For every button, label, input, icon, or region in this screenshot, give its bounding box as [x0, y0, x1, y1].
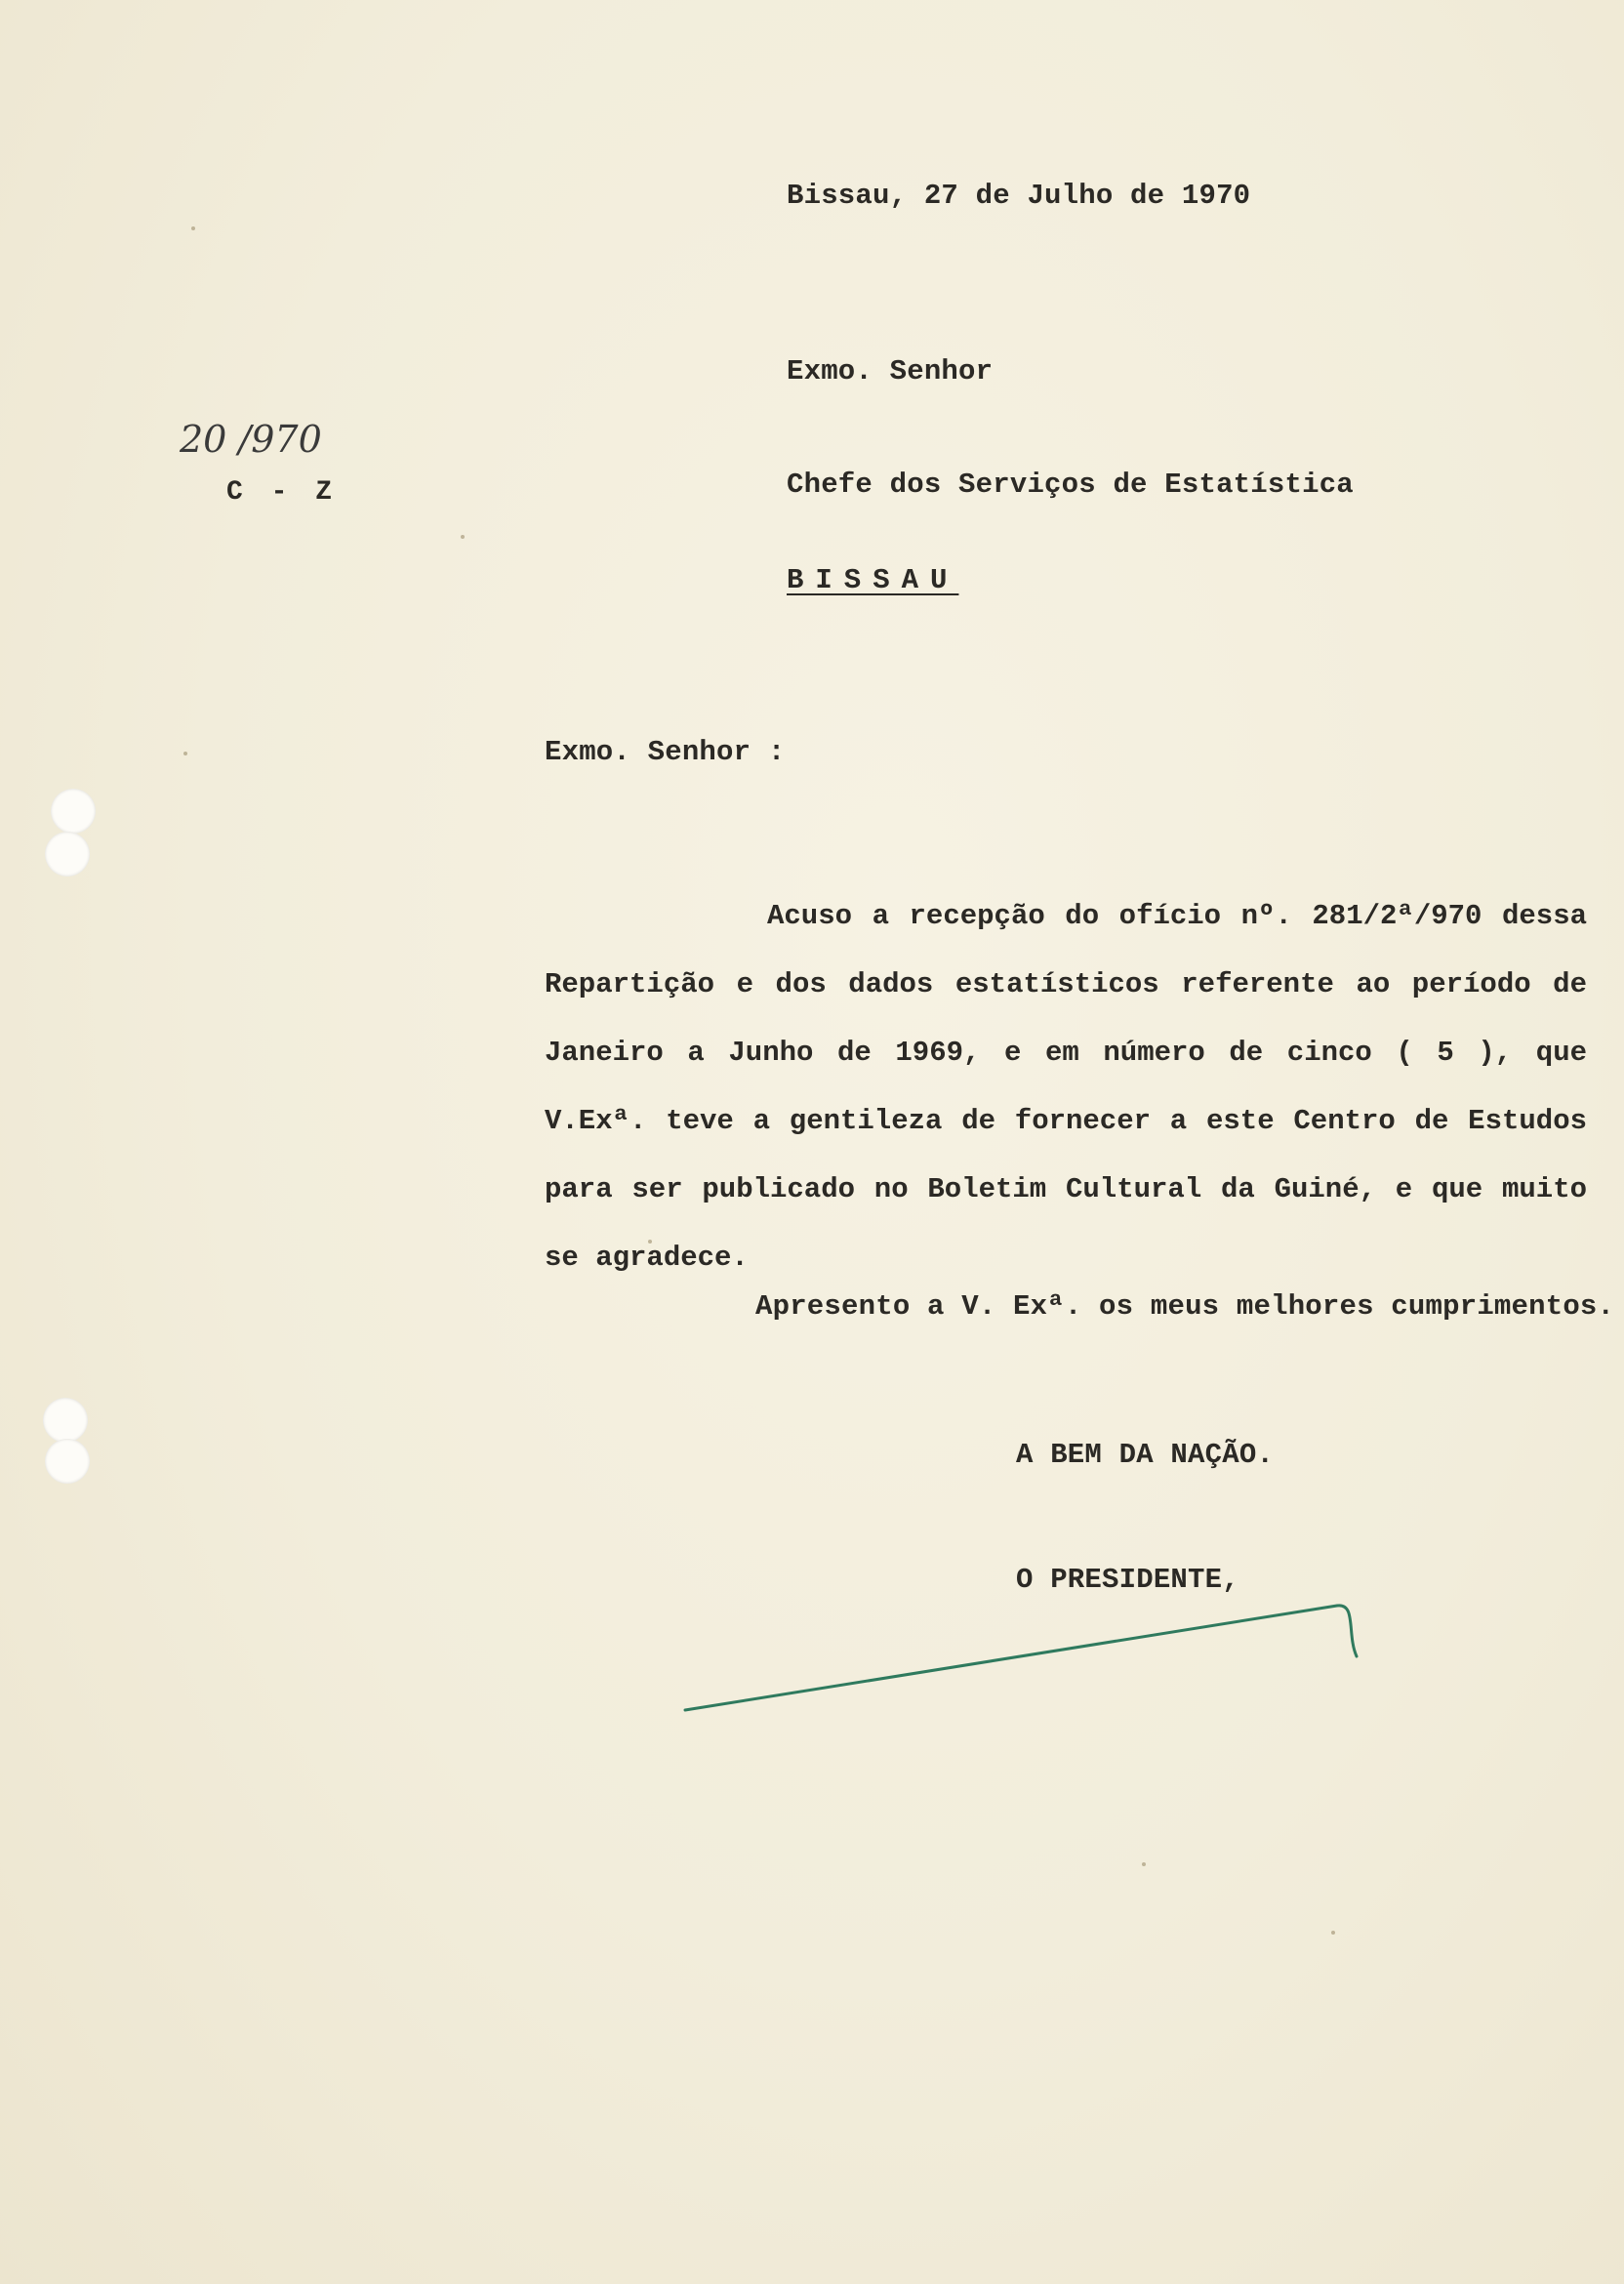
paper-speck [183, 752, 187, 755]
paper-speck [1331, 1931, 1335, 1935]
punch-hole [45, 1439, 90, 1484]
dateline: Bissau, 27 de Julho de 1970 [787, 180, 1251, 212]
paper-speck [461, 535, 465, 539]
paper-speck [191, 226, 195, 230]
closing-line: Apresento a V. Exª. os meus melhores cumprimentos. [755, 1290, 1615, 1323]
greeting: Exmo. Senhor : [545, 736, 786, 768]
reference-number-handwritten: 20 /970 [180, 418, 322, 461]
handwritten-signature [673, 1586, 1376, 1723]
recipient-salutation: Exmo. Senhor [787, 355, 994, 387]
punch-hole [43, 1398, 88, 1443]
body-paragraph: Acuso a recepção do ofício nº. 281/2ª/970 dessa Repartição e dos dados estatísticos referente ao período de Janeiro a Junho de 1969, e em número de cinco ( 5 ), que V.Exª. teve a gentileza de fornecer a este Centro de Estudos para ser publicado no Boletim Cultural da Guiné, e que muito se agradece. [545, 900, 1587, 1274]
valediction: A BEM DA NAÇÃO. [1016, 1439, 1275, 1471]
recipient-title: Chefe dos Serviços de Estatística [787, 469, 1354, 501]
signatory: O PRESIDENTE, [1016, 1564, 1239, 1596]
punch-hole [51, 789, 96, 834]
punch-hole [45, 832, 90, 877]
reference-code: C - Z [226, 477, 339, 508]
paper-speck [1142, 1862, 1146, 1866]
recipient-city: BISSAU [787, 564, 959, 596]
